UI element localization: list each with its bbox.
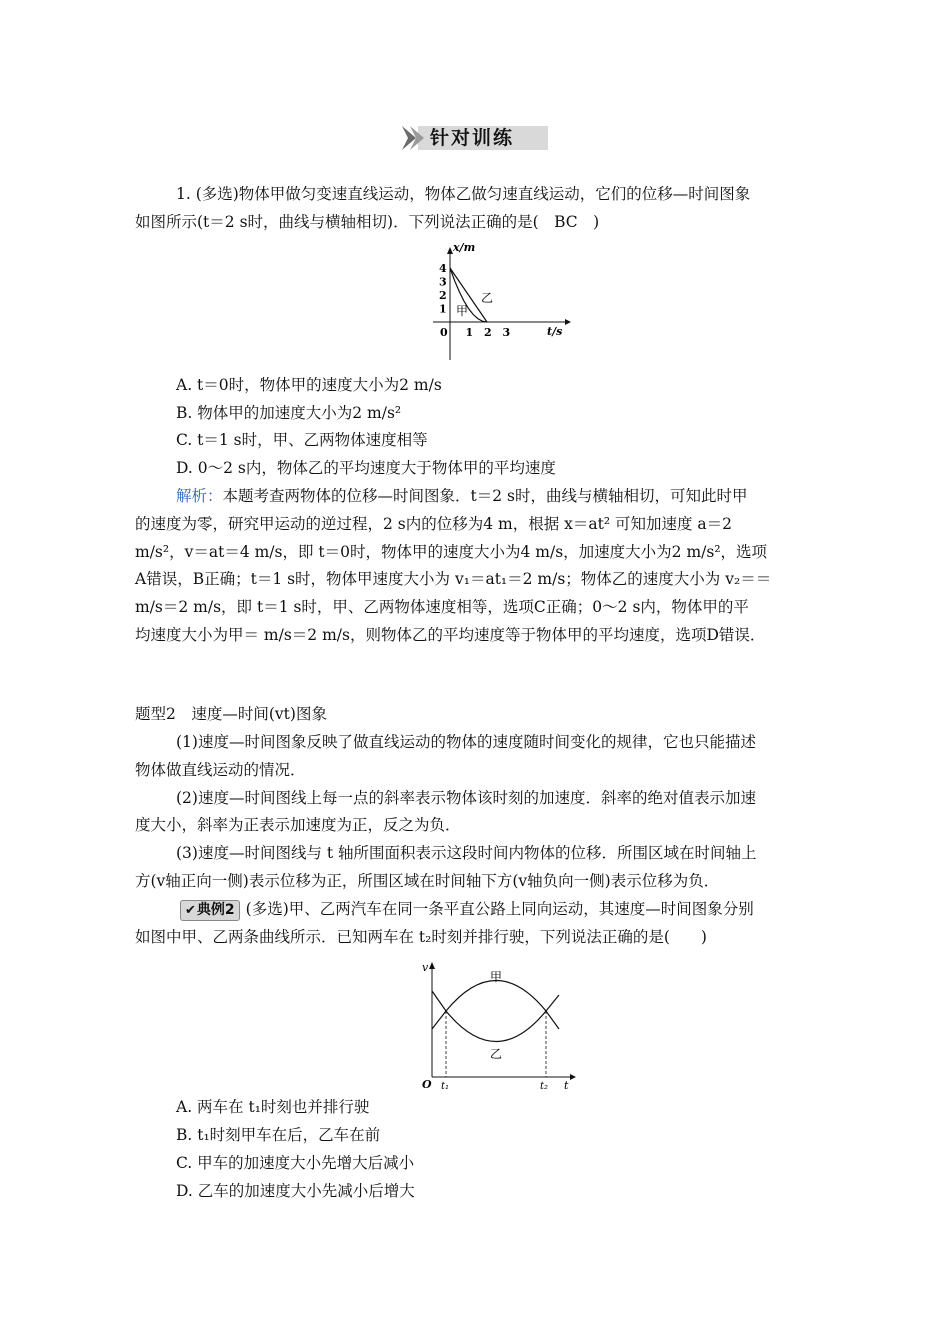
q1-option-b: B. 物体甲的加速度大小为2 m/s²	[176, 404, 402, 422]
example2-stem-1: (多选)甲、乙两汽车在同一条平直公路上同向运动，其速度—时间图象分别	[245, 900, 754, 918]
q1-analysis-line-4: A错误，B正确；t＝1 s时，物体甲速度大小为 v₁＝at₁＝2 m/s；物体乙的速度大小为 v₂＝＝	[135, 570, 772, 588]
chart2-series-jia-curve	[432, 981, 559, 1030]
topic2-p2-line-2: 度大小，斜率为正表示加速度为正，反之为负．	[135, 816, 461, 834]
q1-analysis-line-5: m/s＝2 m/s，即 t＝1 s时，甲、乙两物体速度相等，选项C正确；0～2 s内，物体甲的平	[135, 598, 749, 616]
chart1-origin-label: 0	[440, 326, 448, 339]
topic2-p3-line-2: 方(v轴正向一侧)表示位移为正，所围区域在时间轴下方(v轴负向一侧)表示位移为负．	[135, 872, 720, 890]
example2-line-1	[180, 898, 754, 921]
example2-option-b: B. t₁时刻甲车在后，乙车在前	[176, 1126, 381, 1144]
chart2-y-label: v	[422, 961, 429, 974]
example2-velocity-time-chart	[418, 955, 578, 1091]
topic2-p1-line-1: (1)速度—时间图象反映了做直线运动的物体的速度随时间变化的规律，它也只能描述	[176, 733, 756, 751]
topic2-p2-line-1: (2)速度—时间图线上每一点的斜率表示物体该时刻的加速度．斜率的绝对值表示加速	[176, 789, 756, 807]
example2-option-c: C. 甲车的加速度大小先增大后减小	[176, 1154, 415, 1172]
banner-arrow-icon	[400, 124, 430, 152]
chart2-y-arrow-icon	[429, 962, 435, 969]
chart2-series-jia-label: 甲	[490, 970, 503, 984]
check-icon: ✔	[185, 903, 196, 918]
section-title: 针对训练	[430, 127, 515, 149]
chart2-origin-label: O	[422, 1078, 432, 1091]
analysis-label: 解析：	[176, 487, 223, 505]
example2-line-2: 如图中甲、乙两条曲线所示．已知两车在 t₂时刻并排行驶，下列说法正确的是( )	[135, 928, 707, 946]
chart1-x-tick-2: 2	[484, 326, 492, 339]
chart1-x-label: t/s	[547, 325, 563, 338]
example2-option-d: D. 乙车的加速度大小先减小后增大	[176, 1182, 415, 1200]
q1-option-c: C. t＝1 s时，甲、乙两物体速度相等	[176, 431, 428, 449]
chart2-series-yi-curve	[432, 995, 559, 1042]
q1-analysis-line-6: 均速度大小为甲＝ m/s＝2 m/s，则物体乙的平均速度等于物体甲的平均速度，选项D错误．	[135, 626, 766, 644]
chart1-y-tick-2: 2	[439, 289, 447, 302]
chart2-x-label: t	[564, 1079, 569, 1091]
chart2-tick-t2: t₂	[540, 1081, 549, 1091]
chart1-y-tick-4: 4	[439, 262, 447, 275]
q1-option-a: A. t＝0时，物体甲的速度大小为2 m/s	[176, 376, 442, 394]
q1-option-d: D. 0～2 s内，物体乙的平均速度大于物体甲的平均速度	[176, 459, 556, 477]
topic2-p3-line-1: (3)速度—时间图线与 t 轴所围面积表示这段时间内物体的位移．所围区域在时间轴上	[176, 844, 757, 862]
chart2-tick-t1: t₁	[441, 1081, 450, 1091]
chart1-y-label: x/m	[453, 241, 476, 254]
chart1-x-arrow-icon	[565, 319, 571, 325]
chart2-series-yi-label: 乙	[490, 1047, 503, 1061]
chart1-series-jia-label: 甲	[456, 304, 469, 318]
example2-tag	[180, 900, 240, 921]
q1-stem-line-1: 1. (多选)物体甲做匀变速直线运动，物体乙做匀速直线运动，它们的位移—时间图象	[176, 185, 751, 203]
chart1-series-yi-label: 乙	[481, 291, 494, 305]
chart1-y-tick-3: 3	[439, 275, 447, 289]
q1-stem-line-2: 如图所示(t＝2 s时，曲线与横轴相切)．下列说法正确的是( BC )	[135, 213, 600, 231]
q1-analysis-line-1	[176, 485, 748, 507]
chart1-y-tick-1: 1	[439, 302, 447, 316]
chart1-x-tick-1: 1	[465, 326, 474, 339]
topic2-heading: 题型2 速度—时间(vt)图象	[135, 705, 327, 723]
section-banner	[400, 124, 550, 152]
q1-analysis-line-2: 的速度为零，研究甲运动的逆过程，2 s内的位移为4 m，根据 x＝at² 可知加速度 a＝2	[135, 515, 733, 533]
analysis-text: 本题考查两物体的位移—时间图象．t＝2 s时，曲线与横轴相切，可知此时甲	[222, 487, 748, 505]
topic2-p1-line-2: 物体做直线运动的情况．	[135, 761, 306, 779]
q1-analysis-line-3: m/s²，v＝at＝4 m/s，即 t＝0时，物体甲的速度大小为4 m/s，加速度大小为2 m/s²，选项	[135, 543, 768, 561]
example2-option-a: A. 两车在 t₁时刻也并排行驶	[176, 1098, 370, 1116]
chart2-x-arrow-icon	[570, 1074, 576, 1080]
chart1-x-tick-3: 3	[502, 326, 511, 339]
q1-position-time-chart	[415, 238, 575, 364]
example2-tag-label: 典例2	[196, 902, 235, 918]
